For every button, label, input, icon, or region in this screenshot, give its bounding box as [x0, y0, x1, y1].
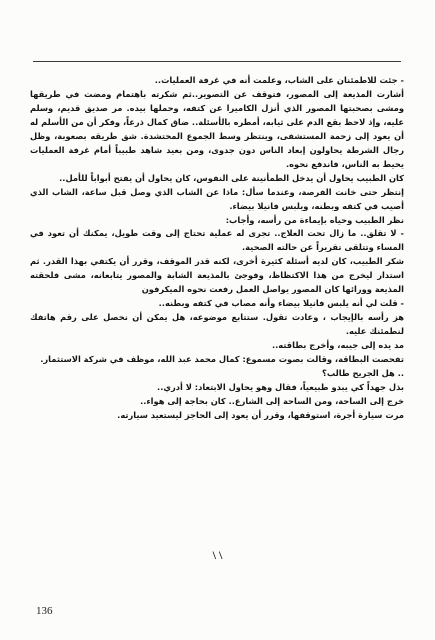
paragraph: تفحصت البطاقة، وقالت بصوت مسموع: كمال محمد عبد الله، موظف في شركة الاستثمار.: [40, 354, 404, 365]
paragraph: مرت سيارة أجرة، استوقفها، وقرر أن يعود إلى الحاجز ليستعيد سيارته.: [117, 409, 404, 420]
paragraph: أشارت المذيعة إلى المصور، فتوقف عن التصوير..ثم شكرته باهتمام ومضت في طريقها ومشى بصحبتها المصور الذي أنزل الكاميرا عن كتفه، وحملها بيده. مر صديق قديم، وسلم عليه، وإذ لاحظ بقع الدم على ثيابه، أمطره بالأسئلة.. ضاق كمال ذرعاً، وفكر أن من الأسلم له أن يعود إلى زحمة المستشفى، وينتظر وسط الجموع المحتشدة. شق طريقه بصعوبة، وظل رجال الشرطة يحاولون إبعاد الناس دون جدوى، ومن بعيد شاهد طبيباً أمام غرفة العمليات يحيط به الناس، فاندفع نحوه.: [30, 88, 404, 169]
section-end-mark: \ \: [212, 548, 223, 562]
paragraph: مد يده إلى جيبه، وأخرج بطاقته..: [271, 340, 404, 351]
paragraph: - قلت لي أنه يلبس فانيلا بيضاء وأنه مصاب في كتفه وبطنه..: [158, 298, 404, 309]
paragraph: هز رأسه بالإيجاب ، وعادت تقول. ستتابع موضوعه، هل يمكن أن نحصل على رقم هاتفك لنطمئنك عليه.: [30, 312, 404, 337]
paragraph: - لا تقلق.. ما زال تحت العلاج.. تجرى له عملية تحتاج إلى وقت طويل، يمكنك أن تعود في المساء وتتلقى تقريراً عن حالته الصحية.: [30, 228, 404, 253]
paragraph: خرج إلى الساحة، ومن الساحة إلى الشارع.. كان بحاجة إلى هواء..: [140, 395, 404, 406]
body-text: [30, 74, 404, 423]
paragraph: شكر الطبيب، كان لديه أسئلة كثيرة أخرى، لكنه قدر الموقف، وقرر أن يكتفي بهذا القدر. ثم استدار ليخرج من هذا الاكتظاظ، وفوجئ بالمذيعة الشابة والمصور يتابعانه، مشى فلحقته المذيعة وورائها كان المصور يواصل العمل رفعت نحوه الميكرفون: [30, 256, 404, 295]
paragraph: كان الطبيب يحاول أن يدخل الطمأنينة على النفوس، كان يحاول أن يفتح أبواباً للأمل..: [59, 172, 404, 183]
paragraph: نظر الطبيب وحياه بإيماءة من رأسه، وأجاب:: [225, 214, 404, 225]
page-number: 136: [36, 605, 53, 617]
header-rule: [33, 61, 401, 62]
paragraph: - جئت للاطمئنان على الشاب، وعلمت أنه في غرفة العمليات..: [154, 75, 404, 85]
paragraph: .. هل الجريح طالب؟: [322, 368, 404, 379]
paragraph: إنتظر حتى خانت الفرصة، وعندما سأل: ماذا عن الشاب الذي وصل قبل ساعة، الشاب الذي أصيب في كتفه وبطنه، ويلبس فانيلا بيضاء.: [30, 186, 404, 211]
paragraph: بذل جهداً كي يبدو طبيعياً، فقال وهو يحاول الابتعاد: لا أدري..: [157, 381, 404, 392]
